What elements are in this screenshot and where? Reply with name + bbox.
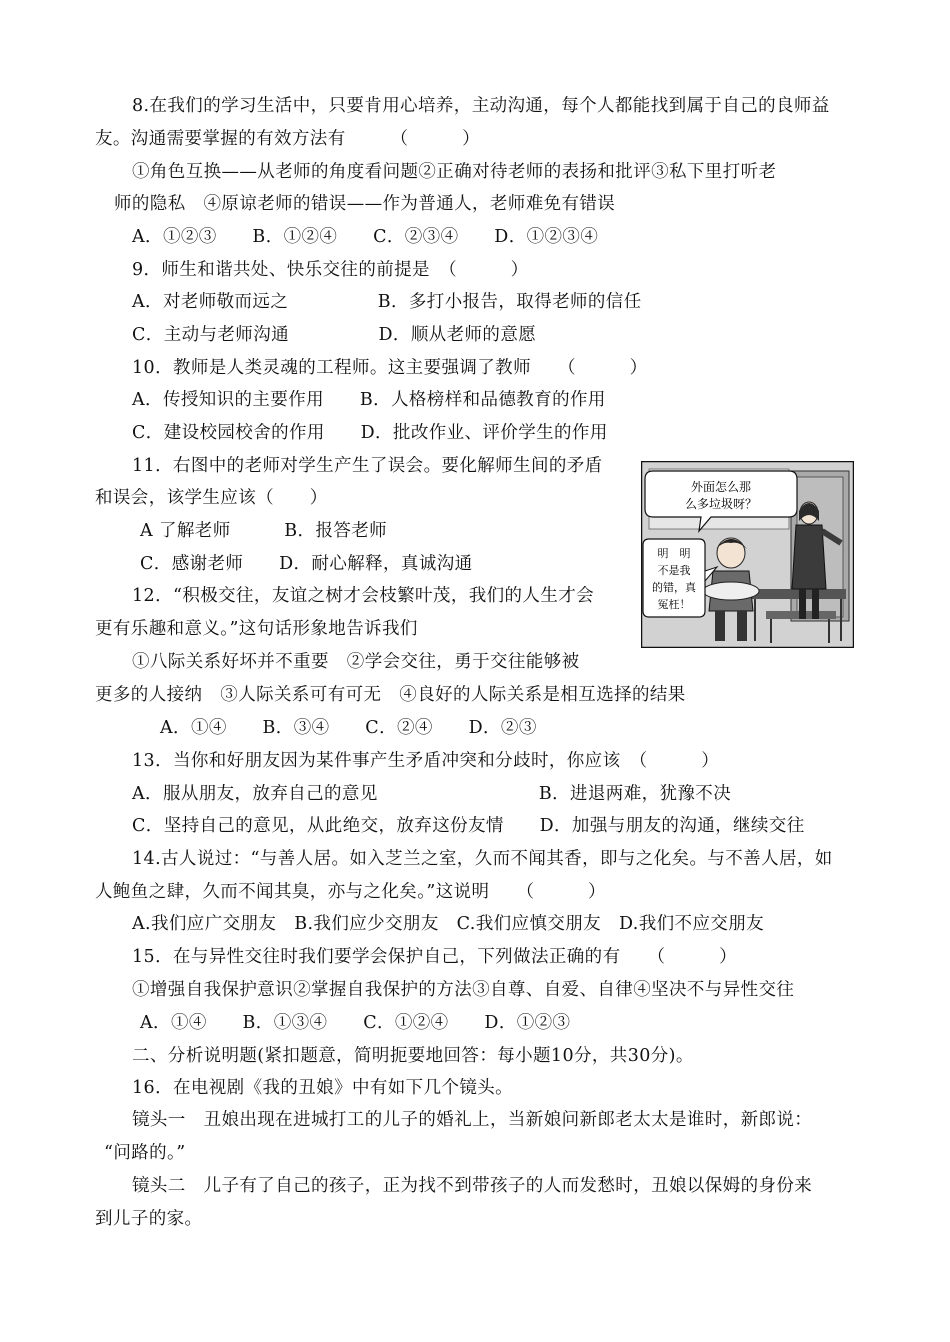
q13-options-ab: A．服从朋友，放弃自己的意见 B．进退两难，犹豫不决 bbox=[132, 784, 732, 804]
q12-options: A．①④ B．③④ C．②④ D．②③ bbox=[160, 718, 537, 738]
scene-2-line-2: 到儿子的家。 bbox=[95, 1209, 203, 1229]
q8-line-3: ①角色互换——从老师的角度看问题②正确对待老师的表扬和批评③私下里打听老 bbox=[132, 162, 777, 182]
scene-1-line-1: 镜头一 丑娘出现在进城打工的儿子的婚礼上，当新娘问新郎老太太是谁时，新郎说： bbox=[132, 1110, 813, 1130]
student-bubble-line-4: 冤枉！ bbox=[657, 598, 691, 611]
section-2-heading: 二、分析说明题(紧扣题意，简明扼要地回答：每小题10分，共30分)。 bbox=[132, 1046, 694, 1066]
teacher-student-cartoon bbox=[641, 461, 854, 648]
q12-line-3: ①八际关系好坏并不重要 ②学会交往，勇于交往能够被 bbox=[132, 652, 580, 672]
q9-options-cd: C．主动与老师沟通 D．顺从老师的意愿 bbox=[132, 325, 537, 345]
q15-statements: ①增强自我保护意识②掌握自我保护的方法③自尊、自爱、自律④坚决不与异性交往 bbox=[132, 980, 795, 1000]
q13-stem: 13．当你和好朋友因为某件事产生矛盾冲突和分歧时，你应该 （ ） bbox=[132, 751, 720, 771]
q15-stem: 15．在与异性交往时我们要学会保护自己，下列做法正确的有 （ ） bbox=[132, 947, 738, 967]
student-bubble-line-1: 明 明 bbox=[657, 547, 691, 560]
scene-2-line-1: 镜头二 儿子有了自己的孩子，正为找不到带孩子的人而发愁时，丑娘以保姆的身份来 bbox=[132, 1176, 813, 1196]
student-bubble-line-3: 的错，真 bbox=[652, 581, 696, 594]
q12-line-2: 更有乐趣和意义。”这句话形象地告诉我们 bbox=[95, 619, 418, 639]
q8-line-4: 师的隐私 ④原谅老师的错误——作为普通人，老师难免有错误 bbox=[114, 194, 616, 214]
q11-options-ab: A 了解老师 B．报答老师 bbox=[140, 521, 388, 541]
q11-line-2: 和误会，该学生应该（ ） bbox=[95, 488, 328, 508]
q13-options-cd: C．坚持自己的意见，从此绝交，放弃这份友情 D．加强与朋友的沟通，继续交往 bbox=[132, 816, 805, 836]
q14-line-2: 人鲍鱼之肆，久而不闻其臭，亦与之化矣。”这说明 （ ） bbox=[95, 882, 606, 902]
scene-1-line-2: “问路的。” bbox=[104, 1143, 186, 1163]
q15-options: A．①④ B．①③④ C．①②④ D．①②③ bbox=[140, 1013, 571, 1033]
q10-options-cd: C．建设校园校舍的作用 D．批改作业、评价学生的作用 bbox=[132, 423, 608, 443]
q12-line-1: 12．“积极交往，友谊之树才会枝繁叶茂，我们的人生才会 bbox=[132, 586, 595, 606]
teacher-bubble-line-2: 么多垃圾呀？ bbox=[684, 497, 758, 511]
q10-options-ab: A．传授知识的主要作用 B．人格榜样和品德教育的作用 bbox=[132, 390, 606, 410]
q9-stem: 9．师生和谐共处、快乐交往的前提是 （ ） bbox=[132, 260, 529, 280]
q10-stem: 10．教师是人类灵魂的工程师。这主要强调了教师 （ ） bbox=[132, 358, 648, 378]
q8-line-1: 8.在我们的学习生活中，只要肯用心培养，主动沟通，每个人都能找到属于自己的良师益 bbox=[132, 96, 830, 116]
q11-line-1: 11．右图中的老师对学生产生了误会。要化解师生间的矛盾 bbox=[132, 456, 603, 476]
q9-options-ab: A．对老师敬而远之 B．多打小报告，取得老师的信任 bbox=[132, 292, 642, 312]
q8-line-2: 友。沟通需要掌握的有效方法有 （ ） bbox=[95, 129, 481, 149]
q11-options-cd: C．感谢老师 D．耐心解释，真诚沟通 bbox=[140, 554, 473, 574]
q12-line-4: 更多的人接纳 ③人际关系可有可无 ④良好的人际关系是相互选择的结果 bbox=[95, 685, 686, 705]
q8-options: A．①②③ B．①②④ C．②③④ D．①②③④ bbox=[132, 227, 599, 247]
q14-options: A.我们应广交朋友 B.我们应少交朋友 C.我们应慎交朋友 D.我们不应交朋友 bbox=[132, 914, 765, 934]
q16-stem: 16．在电视剧《我的丑娘》中有如下几个镜头。 bbox=[132, 1078, 514, 1098]
teacher-bubble-line-1: 外面怎么那 bbox=[690, 480, 752, 494]
student-bubble-line-2: 不是我 bbox=[657, 564, 691, 577]
q14-line-1: 14.古人说过：“与善人居。如入芝兰之室，久而不闻其香，即与之化矣。与不善人居，如 bbox=[132, 849, 833, 869]
